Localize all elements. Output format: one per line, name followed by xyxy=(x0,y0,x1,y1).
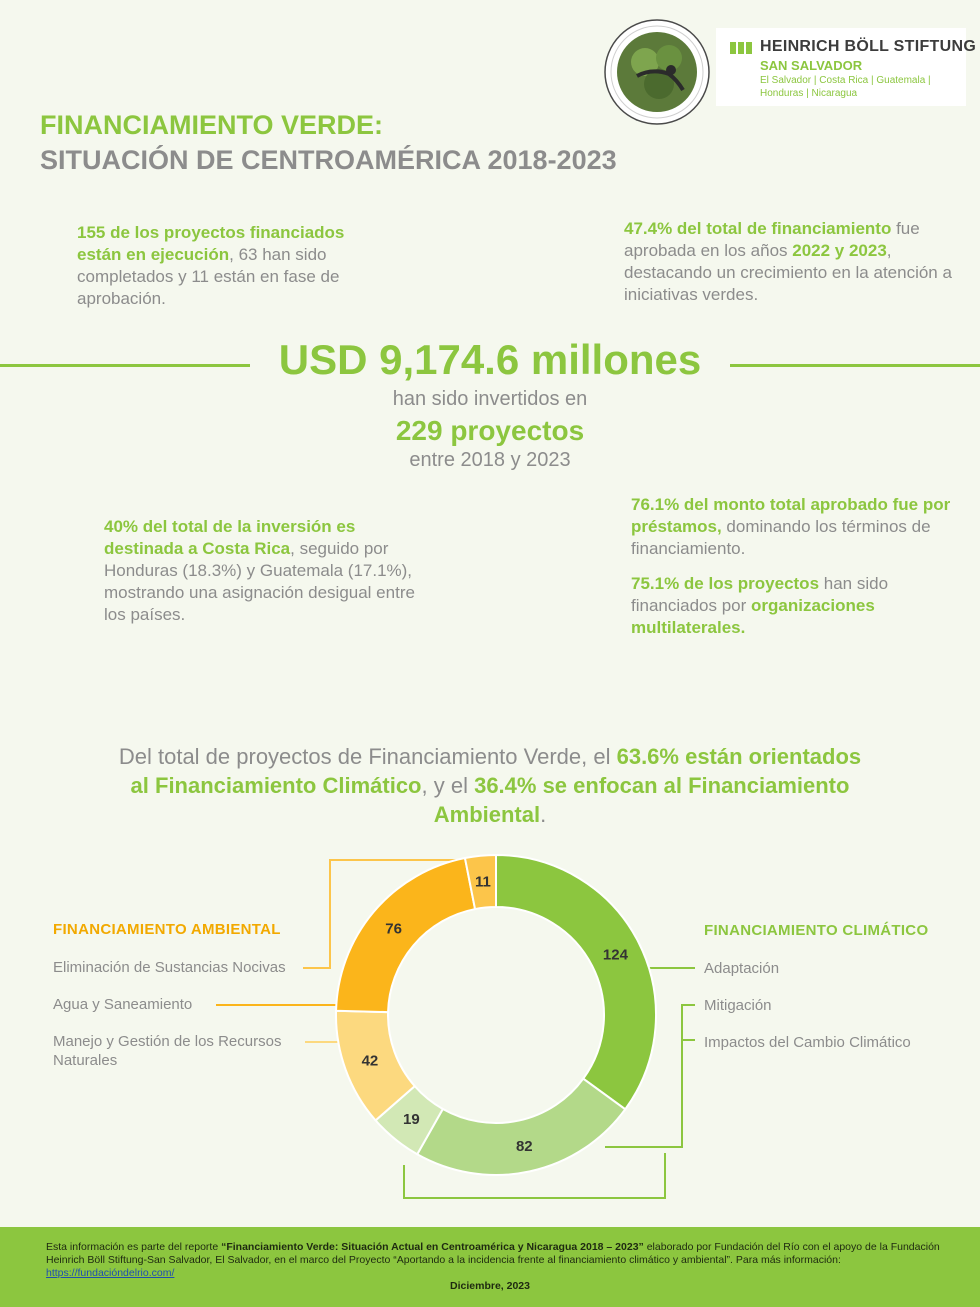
headline-amount: USD 9,174.6 millones xyxy=(278,336,702,383)
legend-item-mitigacion: Mitigación xyxy=(704,997,772,1014)
chart-slices xyxy=(336,855,656,1175)
slice-agua-saneamiento xyxy=(336,858,475,1012)
chart-summary: Del total de proyectos de Financiamiento Verde, el 63.6% están orientados al Financiamiento Climático, y el 36.4% se enfocan al Financiamiento Ambiental. xyxy=(118,744,862,827)
page-title: FINANCIAMIENTO VERDE: xyxy=(40,110,384,140)
stat-country-distribution: 40% del total de la inversión es destinada a Costa Rica, seguido por Honduras (18.3%) y Guatemala (17.1%), mostrando una asignación desigual entre los países. xyxy=(104,517,415,624)
slice-label-recursos-naturales: 42 xyxy=(361,1052,379,1070)
footer xyxy=(0,1227,980,1307)
slice-mitigacion xyxy=(417,1079,625,1175)
headline-sub2: entre 2018 y 2023 xyxy=(409,449,571,471)
headline-projects: 229 proyectos xyxy=(395,415,585,446)
heinrich-boll-logo xyxy=(716,28,977,106)
slice-adaptacion xyxy=(496,855,656,1109)
legend-item-recursos-naturales: Manejo y Gestión de los Recursos Naturales xyxy=(53,1033,282,1069)
footer-date: Diciembre, 2023 xyxy=(450,1280,530,1292)
hb-name: HEINRICH BÖLL STIFTUNG xyxy=(760,38,977,55)
footer-text: Esta información es parte del reporte “Financiamiento Verde: Situación Actual en Centroamérica y Nicaragua 2018 – 2023” elaborado por Fundación del Río con el apoyo de la Fundación Heinrich Böll Stiftung-San Salvador, El Salvador, en el marco del Proyecto “Aportando a la incidencia frente al financiamiento climático y ambiental”. Para más información: https://fundacióndelrio.com/ xyxy=(46,1241,940,1279)
slice-label-adaptacion: 124 xyxy=(602,946,628,964)
page-subtitle: SITUACIÓN DE CENTROAMÉRICA 2018-2023 xyxy=(40,145,617,175)
stat-financing-years: 47.4% del total de financiamiento fue aprobada en los años 2022 y 2023, destacando un crecimiento en la atención a iniciativas verdes. xyxy=(624,219,952,304)
fundacion-del-rio-logo xyxy=(597,18,717,126)
headline-sub1: han sido invertidos en xyxy=(392,388,588,410)
legend-item-agua-saneamiento: Agua y Saneamiento xyxy=(53,996,193,1013)
legend-climatico-heading: FINANCIAMIENTO CLIMÁTICO xyxy=(704,922,929,939)
hb-countries: El Salvador | Costa Rica | Guatemala | Honduras | Nicaragua xyxy=(760,75,931,99)
donut-chart xyxy=(0,840,980,1220)
slice-label-sustancias-nocivas: 11 xyxy=(475,873,491,891)
legend-item-adaptacion: Adaptación xyxy=(704,960,780,977)
footer-link[interactable]: https://fundacióndelrio.com/ xyxy=(46,1267,175,1279)
connector-mitigacion-top xyxy=(682,1005,695,1040)
legend-ambiental-heading: FINANCIAMIENTO AMBIENTAL xyxy=(53,921,281,938)
legend-item-sustancias-nocivas: Eliminación de Sustancias Nocivas xyxy=(53,959,286,976)
stat-multilateral: 75.1% de los proyectos han sido financiados por organizaciones multilaterales. xyxy=(631,574,889,637)
slice-label-agua-saneamiento: 76 xyxy=(385,920,402,938)
hb-bars-icon xyxy=(730,41,754,59)
legend-item-impactos: Impactos del Cambio Climático xyxy=(704,1034,911,1051)
stat-loans: 76.1% del monto total aprobado fue por préstamos, dominando los términos de financiamiento. xyxy=(631,495,951,558)
stat-projects-status: 155 de los proyectos financiados están en ejecución, 63 han sido completados y 11 están en fase de aprobación. xyxy=(77,223,345,308)
hb-city: SAN SALVADOR xyxy=(760,58,863,73)
slice-label-mitigacion: 82 xyxy=(515,1137,533,1155)
slice-label-impactos: 19 xyxy=(403,1110,420,1128)
